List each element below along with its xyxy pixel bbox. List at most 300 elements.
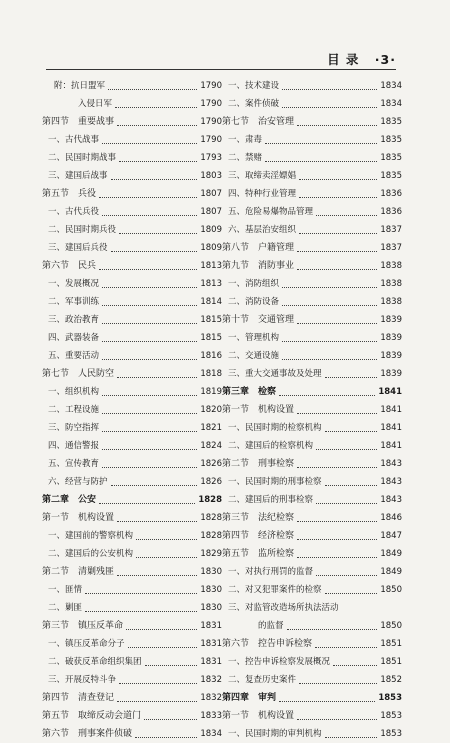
toc-entry-label: 一、匪情	[48, 585, 83, 595]
toc-leader-dots	[117, 521, 197, 522]
toc-entry	[42, 131, 222, 149]
toc-entry-label: 二、建国后的检察机构	[228, 441, 314, 451]
toc-entry-label: 一、建国前的警察机构	[48, 531, 134, 541]
toc-leader-dots	[297, 539, 377, 540]
toc-entry	[42, 347, 222, 365]
toc-entry-page: 1841	[378, 387, 402, 397]
toc-leader-dots	[102, 323, 197, 324]
toc-entry-page: 1853	[380, 729, 402, 739]
toc-entry-label: 第四节 重要战事	[42, 117, 115, 127]
toc-entry	[42, 707, 222, 725]
toc-entry-page: 1853	[380, 711, 402, 721]
toc-entry-label: 四、特种行业管理	[228, 189, 297, 199]
toc-entry	[222, 707, 402, 725]
toc-entry	[42, 725, 222, 743]
toc-entry	[222, 257, 402, 275]
toc-entry-page: 1807	[200, 189, 222, 199]
toc-entry	[222, 563, 402, 581]
toc-leader-dots	[126, 629, 197, 630]
toc-leader-dots	[316, 503, 377, 504]
toc-leader-dots	[316, 215, 377, 216]
toc-leader-dots	[145, 665, 198, 666]
toc-entry-page: 1803	[200, 171, 222, 181]
toc-entry-label: 二、民国时期战事	[48, 153, 117, 163]
toc-leader-dots	[117, 701, 197, 702]
toc-leader-dots	[102, 287, 197, 288]
toc-entry	[222, 239, 402, 257]
toc-entry	[222, 149, 402, 167]
toc-leader-dots	[136, 557, 197, 558]
toc-entry-page: 1830	[200, 585, 222, 595]
toc-entry-page: 1839	[380, 369, 402, 379]
toc-entry-page: 1849	[380, 549, 402, 559]
toc-leader-dots	[279, 701, 375, 702]
toc-entry-label: 二、破获反革命组织集团	[48, 657, 142, 667]
toc-entry-page: 1841	[380, 405, 402, 415]
toc-entry	[222, 77, 402, 95]
toc-entry-label: 一、消防组织	[228, 279, 280, 289]
toc-entry	[222, 437, 402, 455]
toc-entry	[42, 617, 222, 635]
toc-entry-label: 第二节 刑事检察	[222, 459, 295, 469]
toc-entry-page: 1843	[380, 459, 402, 469]
toc-entry-label: 二、交通设施	[228, 351, 280, 361]
toc-entry	[222, 185, 402, 203]
toc-entry-label: 第五节 监所检察	[222, 549, 295, 559]
toc-entry	[42, 293, 222, 311]
toc-entry-page: 1835	[380, 171, 402, 181]
toc-entry	[222, 167, 402, 185]
toc-entry-page: 1836	[380, 189, 402, 199]
toc-leader-dots	[297, 467, 377, 468]
toc-entry-label: 第七节 人民防空	[42, 369, 115, 379]
toc-entry-label: 一、民国时期的检察机构	[228, 423, 322, 433]
toc-entry	[42, 563, 222, 581]
toc-leader-dots	[117, 575, 197, 576]
toc-leader-dots	[297, 413, 377, 414]
toc-entry-page: 1835	[380, 135, 402, 145]
toc-leader-dots	[102, 359, 197, 360]
toc-entry-label: 三、建国后兵役	[48, 243, 108, 253]
toc-entry-label: 二、军事训练	[48, 297, 100, 307]
toc-entry-page: 1853	[378, 693, 402, 703]
toc-entry-label: 的监督	[258, 621, 284, 631]
toc-entry-page: 1830	[200, 603, 222, 613]
toc-entry-label: 附：抗日盟军	[54, 81, 106, 91]
toc-entry-page: 1850	[380, 621, 402, 631]
toc-leader-dots	[279, 395, 375, 396]
toc-leader-dots	[325, 431, 378, 432]
toc-entry	[222, 329, 402, 347]
toc-entry-page: 1790	[200, 135, 222, 145]
toc-entry-page: 1852	[380, 675, 402, 685]
toc-leader-dots	[265, 143, 377, 144]
toc-entry-label: 一、民国时期的审判机构	[228, 729, 322, 739]
toc-entry	[42, 527, 222, 545]
toc-entry-page: 1834	[200, 729, 222, 739]
toc-leader-dots	[325, 737, 378, 738]
toc-leader-dots	[119, 161, 197, 162]
toc-entry	[42, 689, 222, 707]
toc-leader-dots	[117, 125, 197, 126]
toc-entry-page: 1850	[380, 585, 402, 595]
toc-entry-page: 1837	[380, 243, 402, 253]
toc-entry	[42, 671, 222, 689]
toc-entry	[42, 311, 222, 329]
toc-leader-dots	[325, 485, 378, 486]
toc-entry-label: 二、禁赌	[228, 153, 263, 163]
toc-entry-label: 入侵日军	[78, 99, 113, 109]
toc-entry-page: 1841	[380, 441, 402, 451]
toc-entry-label: 第十节 交通管理	[222, 315, 295, 325]
toc-leader-dots	[299, 683, 377, 684]
toc-entry-page: 1832	[200, 693, 222, 703]
toc-entry-label: 二、建国后的公安机构	[48, 549, 134, 559]
toc-entry	[222, 491, 402, 509]
toc-leader-dots	[119, 233, 197, 234]
toc-entry-page: 1839	[380, 351, 402, 361]
toc-entry	[222, 455, 402, 473]
toc-leader-dots	[102, 215, 197, 216]
toc-entry-label: 第一节 机构设置	[42, 513, 115, 523]
toc-leader-dots	[144, 719, 197, 720]
toc-entry-label: 三、建国后战事	[48, 171, 108, 181]
toc-entry-label: 第九节 消防事业	[222, 261, 295, 271]
toc-entry-page: 1851	[380, 657, 402, 667]
toc-entry	[42, 383, 222, 401]
toc-leader-dots	[299, 179, 377, 180]
toc-leader-dots	[102, 431, 197, 432]
header-title: 目 录	[327, 52, 360, 67]
toc-entry-page: 1838	[380, 279, 402, 289]
toc-entry	[222, 509, 402, 527]
toc-entry	[222, 581, 402, 599]
toc-entry	[222, 275, 402, 293]
toc-entry-label: 六、经营与防护	[48, 477, 108, 487]
toc-leader-dots	[111, 251, 198, 252]
toc-entry	[222, 221, 402, 239]
toc-entry	[222, 635, 402, 653]
header-page-number: ·3·	[374, 52, 396, 67]
header-rule	[46, 69, 396, 70]
toc-entry	[222, 653, 402, 671]
toc-entry	[222, 671, 402, 689]
toc-leader-dots	[297, 719, 377, 720]
toc-leader-dots	[85, 611, 197, 612]
toc-leader-dots	[108, 89, 197, 90]
toc-leader-dots	[102, 413, 197, 414]
toc-entry	[42, 95, 222, 113]
toc-entry-label: 二、复查历史案件	[228, 675, 297, 685]
toc-leader-dots	[316, 575, 377, 576]
toc-entry-page: 1819	[200, 387, 222, 397]
toc-entry-page: 1851	[380, 639, 402, 649]
toc-leader-dots	[128, 647, 198, 648]
toc-entry-label: 二、民国时期兵役	[48, 225, 117, 235]
toc-left-column	[42, 77, 222, 743]
toc-entry-page: 1836	[380, 207, 402, 217]
toc-entry	[42, 149, 222, 167]
toc-entry-label: 四、通信警报	[48, 441, 100, 451]
toc-entry-page: 1832	[200, 675, 222, 685]
toc-leader-dots	[297, 557, 377, 558]
toc-entry	[222, 311, 402, 329]
toc-leader-dots	[287, 629, 378, 630]
toc-leader-dots	[102, 341, 197, 342]
toc-entry-label: 二、对又犯罪案件的检察	[228, 585, 322, 595]
toc-entry	[222, 419, 402, 437]
toc-entry-page: 1841	[380, 423, 402, 433]
toc-entry-label: 第三章 检察	[222, 387, 277, 397]
toc-entry	[42, 329, 222, 347]
toc-entry-page: 1831	[200, 621, 222, 631]
toc-leader-dots	[136, 539, 197, 540]
toc-leader-dots	[325, 593, 378, 594]
toc-leader-dots	[316, 449, 377, 450]
toc-entry	[222, 689, 402, 707]
toc-entry	[222, 95, 402, 113]
toc-entry-page: 1813	[200, 279, 222, 289]
toc-entry-page: 1809	[200, 243, 222, 253]
toc-entry-page: 1828	[200, 513, 222, 523]
toc-entry	[222, 365, 402, 383]
toc-entry	[42, 221, 222, 239]
toc-entry	[222, 293, 402, 311]
toc-entry-label: 一、对执行刑罚的监督	[228, 567, 314, 577]
toc-leader-dots	[282, 359, 377, 360]
toc-entry	[42, 203, 222, 221]
toc-entry-label: 二、剿匪	[48, 603, 83, 613]
toc-leader-dots	[297, 251, 377, 252]
toc-entry-label: 第四章 审判	[222, 693, 277, 703]
toc-entry-label: 一、古代兵役	[48, 207, 100, 217]
toc-entry	[42, 437, 222, 455]
toc-entry-page: 1807	[200, 207, 222, 217]
toc-entry	[222, 383, 402, 401]
toc-leader-dots	[119, 683, 197, 684]
toc-entry-page: 1843	[380, 495, 402, 505]
toc-leader-dots	[297, 323, 377, 324]
toc-entry	[42, 401, 222, 419]
toc-entry-page: 1820	[200, 405, 222, 415]
toc-leader-dots	[115, 107, 197, 108]
toc-entry-label: 一、民国时期的刑事检察	[228, 477, 322, 487]
toc-entry-page: 1830	[200, 567, 222, 577]
toc-entry-label: 三、开展反特斗争	[48, 675, 117, 685]
toc-entry-page: 1816	[200, 351, 222, 361]
toc-leader-dots	[297, 269, 377, 270]
toc-entry-label: 一、发展概况	[48, 279, 100, 289]
toc-entry	[42, 185, 222, 203]
toc-leader-dots	[85, 593, 197, 594]
toc-entry	[42, 545, 222, 563]
toc-entry-label: 第四节 经济检察	[222, 531, 295, 541]
toc-entry-label: 一、控告申诉检察发展概况	[228, 657, 331, 667]
toc-entry	[222, 347, 402, 365]
toc-entry	[42, 77, 222, 95]
toc-entry-label: 第七节 治安管理	[222, 117, 295, 127]
toc-entry-page: 1834	[380, 99, 402, 109]
toc-entry-label: 二、工程设施	[48, 405, 100, 415]
toc-leader-dots	[282, 107, 377, 108]
toc-entry-label: 第六节 控告申诉检察	[222, 639, 313, 649]
toc-leader-dots	[282, 305, 377, 306]
toc-leader-dots	[282, 287, 377, 288]
toc-entry-page: 1821	[200, 423, 222, 433]
toc-entry-page: 1790	[200, 117, 222, 127]
toc-entry	[222, 401, 402, 419]
toc-leader-dots	[265, 161, 377, 162]
toc-entry-label: 第六节 民兵	[42, 261, 97, 271]
toc-entry-label: 第四节 清查登记	[42, 693, 115, 703]
toc-leader-dots	[102, 395, 197, 396]
toc-entry	[42, 455, 222, 473]
toc-entry-page: 1824	[200, 441, 222, 451]
toc-leader-dots	[99, 503, 195, 504]
toc-entry-page: 1793	[200, 153, 222, 163]
toc-leader-dots	[299, 197, 377, 198]
toc-leader-dots	[99, 197, 197, 198]
toc-entry	[222, 545, 402, 563]
toc-entry	[222, 113, 402, 131]
toc-entry-page: 1838	[380, 261, 402, 271]
toc-entry-page: 1831	[200, 639, 222, 649]
page-header	[327, 50, 396, 68]
toc-entry-label: 一、技术建设	[228, 81, 280, 91]
toc-entry-label: 二、消防设备	[228, 297, 280, 307]
toc-entry-label: 第六节 刑事案件侦破	[42, 729, 133, 739]
toc-entry-page: 1815	[200, 333, 222, 343]
toc-entry-page: 1828	[200, 531, 222, 541]
toc-leader-dots	[315, 647, 377, 648]
toc-leader-dots	[102, 143, 197, 144]
toc-entry	[42, 653, 222, 671]
toc-entry-label: 一、组织机构	[48, 387, 100, 397]
toc-entry	[42, 599, 222, 617]
toc-leader-dots	[117, 377, 197, 378]
toc-right-column	[222, 77, 402, 743]
toc-entry-label: 一、镇压反革命分子	[48, 639, 125, 649]
toc-entry-page: 1839	[380, 333, 402, 343]
toc-entry	[222, 131, 402, 149]
toc-entry	[42, 473, 222, 491]
toc-entry-label: 第五节 取缔反动会道门	[42, 711, 142, 721]
toc-entry	[42, 491, 222, 509]
toc-entry-label: 一、古代战事	[48, 135, 100, 145]
toc-entry-label: 一、管理机构	[228, 333, 280, 343]
toc-entry-label: 三、重大交通事故及处理	[228, 369, 322, 379]
toc-entry	[42, 581, 222, 599]
toc-entry	[42, 509, 222, 527]
toc-entry-page: 1835	[380, 153, 402, 163]
toc-entry-page: 1790	[200, 81, 222, 91]
toc-entry-page: 1837	[380, 225, 402, 235]
toc-leader-dots	[135, 737, 197, 738]
toc-entry-page: 1814	[200, 297, 222, 307]
toc-leader-dots	[325, 377, 378, 378]
toc-entry	[42, 419, 222, 437]
toc-entry-label: 一、肃毒	[228, 135, 263, 145]
toc-entry-label: 二、案件侦破	[228, 99, 280, 109]
toc-entry	[42, 167, 222, 185]
toc-entry-page: 1826	[200, 477, 222, 487]
toc-entry-label: 五、重要活动	[48, 351, 100, 361]
toc-entry-page: 1849	[380, 567, 402, 577]
toc-leader-dots	[111, 179, 198, 180]
toc-entry-label: 三、防空指挥	[48, 423, 100, 433]
toc-entry-label: 三、对监管改造场所执法活动	[228, 603, 339, 613]
toc-entry-page: 1790	[200, 99, 222, 109]
toc-entry-page: 1847	[380, 531, 402, 541]
toc-entry-page: 1813	[200, 261, 222, 271]
toc-entry	[222, 203, 402, 221]
toc-leader-dots	[282, 89, 377, 90]
toc-entry-page: 1815	[200, 315, 222, 325]
toc-entry	[222, 599, 402, 617]
toc-entry	[42, 239, 222, 257]
toc-leader-dots	[282, 341, 377, 342]
toc-entry-page: 1835	[380, 117, 402, 127]
toc-entry	[42, 113, 222, 131]
toc-entry-page: 1833	[200, 711, 222, 721]
toc-leader-dots	[297, 521, 377, 522]
toc-entry-label: 第五节 兵役	[42, 189, 97, 199]
toc-entry-page: 1831	[200, 657, 222, 667]
toc-entry-page: 1829	[200, 549, 222, 559]
toc-leader-dots	[111, 485, 198, 486]
toc-entry-page: 1818	[200, 369, 222, 379]
toc-entry-label: 第一节 机构设置	[222, 405, 295, 415]
toc-leader-dots	[102, 449, 197, 450]
toc-leader-dots	[102, 305, 197, 306]
toc-entry	[222, 725, 402, 743]
toc-entry-page: 1809	[200, 225, 222, 235]
toc-entry-page: 1834	[380, 81, 402, 91]
toc-entry-page: 1846	[380, 513, 402, 523]
toc-entry-label: 二、建国后的刑事检察	[228, 495, 314, 505]
toc-entry-label: 第二章 公安	[42, 495, 97, 505]
toc-entry-label: 第三节 法纪检察	[222, 513, 295, 523]
toc-entry	[42, 275, 222, 293]
toc-entry-label: 第三节 镇压反革命	[42, 621, 124, 631]
toc-entry-label: 第八节 户籍管理	[222, 243, 295, 253]
toc-entry	[222, 473, 402, 491]
toc-entry	[42, 257, 222, 275]
toc-leader-dots	[297, 125, 377, 126]
toc-entry-label: 五、危险易爆物品管理	[228, 207, 314, 217]
toc-entry	[222, 617, 402, 635]
toc-leader-dots	[99, 269, 197, 270]
toc-entry-page: 1828	[198, 495, 222, 505]
toc-entry-page: 1826	[200, 459, 222, 469]
toc-leader-dots	[102, 467, 197, 468]
toc-entry	[42, 635, 222, 653]
toc-entry-label: 三、政治教育	[48, 315, 100, 325]
toc-entry	[222, 527, 402, 545]
toc-leader-dots	[333, 665, 377, 666]
toc-entry-label: 第一节 机构设置	[222, 711, 295, 721]
toc-leader-dots	[299, 233, 377, 234]
toc-entry-page: 1843	[380, 477, 402, 487]
toc-entry-label: 四、武器装备	[48, 333, 100, 343]
toc-entry-label: 六、基层治安组织	[228, 225, 297, 235]
toc-entry-label: 三、取缔卖淫嫖娼	[228, 171, 297, 181]
toc-entry-label: 五、宣传教育	[48, 459, 100, 469]
toc-entry-label: 第二节 清剿残匪	[42, 567, 115, 577]
toc-entry-page: 1839	[380, 315, 402, 325]
toc-entry-page: 1838	[380, 297, 402, 307]
toc-entry	[42, 365, 222, 383]
